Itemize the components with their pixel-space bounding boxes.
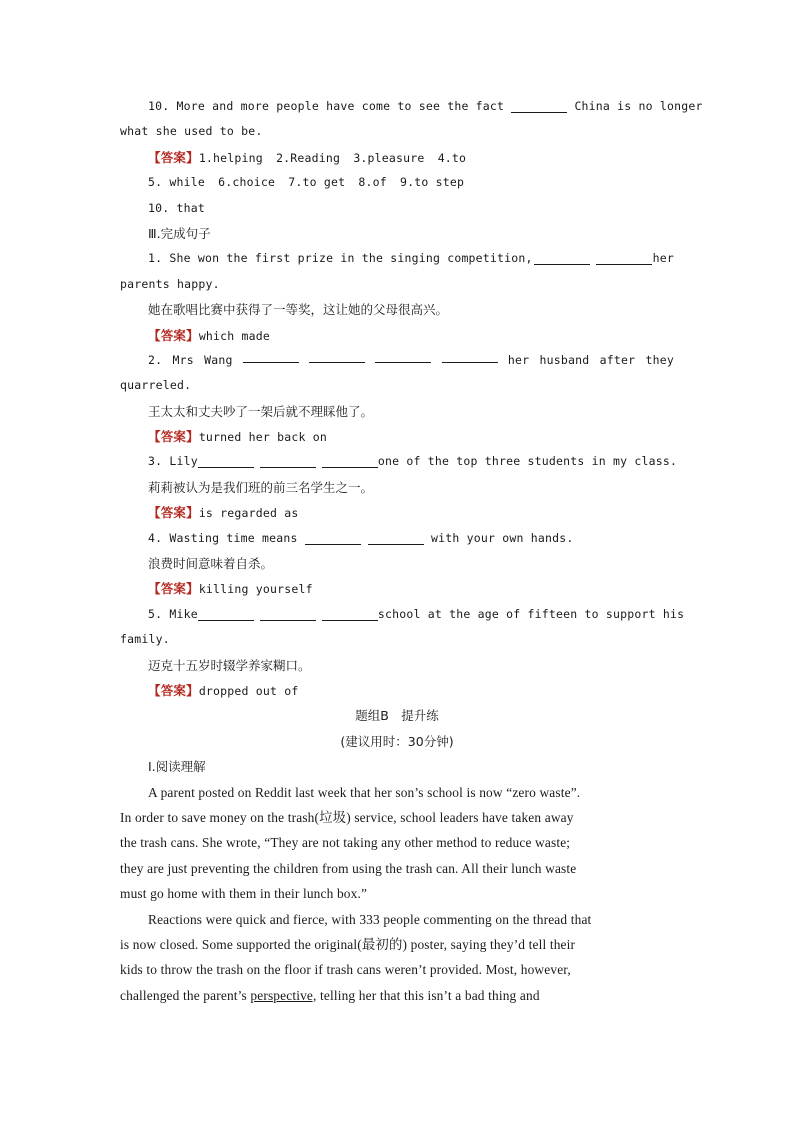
passage-text: challenged the parent’s xyxy=(120,987,247,1003)
answer-item: 6.choice xyxy=(218,175,276,190)
answer-blank xyxy=(305,530,361,545)
answer-row-3: 10. that xyxy=(148,200,205,215)
sentence-5-line-1 xyxy=(120,602,685,627)
answer-label: 【答案】 xyxy=(148,682,199,698)
group-b-subtitle: (建议用时：30分钟) xyxy=(340,733,454,749)
sentence-text: with your own hands. xyxy=(430,530,574,545)
answer-label: 【答案】 xyxy=(148,429,199,445)
blank-group xyxy=(198,449,378,474)
group-b-title: 题组B 提升练 xyxy=(355,708,439,724)
underlined-word: perspective, xyxy=(250,987,317,1003)
answer-blank xyxy=(198,453,254,468)
passage-text: telling her that this isn’t a bad thing and xyxy=(320,987,540,1003)
answer-blank xyxy=(322,606,378,621)
answer-text: killing yourself xyxy=(198,582,313,597)
passage-line: In order to save money on the trash(垃圾) service, school leaders have taken away xyxy=(120,809,574,825)
sentence-1-line-1 xyxy=(120,246,674,271)
document-page xyxy=(120,94,703,1008)
sentence-text: 1. She won the first prize in the singing competition, xyxy=(148,251,533,266)
sentence-text: 5. Mike xyxy=(148,606,198,621)
sentence-5-chinese: 迈克十五岁时辍学养家糊口。 xyxy=(148,657,311,673)
sentence-5-line-2: family. xyxy=(120,632,170,647)
sentence-1-answer xyxy=(120,323,674,348)
sentence-1-chinese: 她在歌唱比赛中获得了一等奖，这让她的父母很高兴。 xyxy=(148,302,449,318)
answer-blank xyxy=(596,250,652,265)
answer-item: 3.pleasure xyxy=(353,150,425,165)
blank-group xyxy=(198,602,378,627)
answer-item: 4.to xyxy=(437,150,467,165)
answer-text: dropped out of xyxy=(198,683,299,698)
answer-blank xyxy=(375,348,431,363)
blank-group xyxy=(534,246,652,271)
answer-item: 1.helping xyxy=(198,150,263,165)
sentence-text: one of the top three students in my class. xyxy=(377,454,678,469)
answer-label: 【答案】 xyxy=(148,327,199,343)
answer-blank xyxy=(511,98,567,113)
answer-row-2 xyxy=(120,170,674,195)
reading-title: Ⅰ.阅读理解 xyxy=(148,759,206,775)
sentence-text: school at the age of fifteen to support his xyxy=(377,606,685,621)
sentence-text: her xyxy=(652,251,674,266)
question-text: China is no longer xyxy=(574,99,703,113)
sentence-2-chinese: 王太太和丈夫吵了一架后就不理睬他了。 xyxy=(148,403,374,419)
answer-blank xyxy=(309,348,365,363)
answer-item: 8.of xyxy=(358,175,387,190)
sentence-3-answer xyxy=(120,500,674,525)
sentence-2-line-2: quarreled. xyxy=(120,378,192,393)
passage-line: they are just preventing the children from using the trash can. All their lunch waste xyxy=(120,860,577,876)
question-10-line-1 xyxy=(120,94,703,119)
sentence-2-answer xyxy=(120,424,674,449)
answer-label: 【答案】 xyxy=(148,581,199,597)
sentence-word: husband xyxy=(539,352,590,367)
passage-line: is now closed. Some supported the original(最初的) poster, saying they’d tell their xyxy=(120,936,576,952)
sentence-3-chinese: 莉莉被认为是我们班的前三名学生之一。 xyxy=(148,479,374,495)
answer-blank xyxy=(260,453,316,468)
passage-line: Reactions were quick and fierce, with 333 people commenting on the thread that xyxy=(148,911,592,927)
passage-line: kids to throw the trash on the floor if trash cans weren’t provided. Most, however, xyxy=(120,962,571,978)
passage-line xyxy=(120,983,674,1008)
answer-blank xyxy=(198,606,254,621)
sentence-2-line-1 xyxy=(120,348,674,373)
passage-line: the trash cans. She wrote, “They are not taking any other method to reduce waste; xyxy=(120,835,571,851)
sentence-text: 3. Lily xyxy=(148,454,198,469)
sentence-text: 4. Wasting time means xyxy=(148,530,298,545)
answer-row-1 xyxy=(120,145,674,170)
question-text: 10. More and more people have come to see the fact xyxy=(148,99,505,113)
answer-blank xyxy=(243,348,299,363)
sentence-word: Mrs xyxy=(172,352,194,367)
answer-blank xyxy=(322,453,378,468)
sentence-word: her xyxy=(507,352,530,367)
sentence-4-chinese: 浪费时间意味着自杀。 xyxy=(148,556,274,572)
answer-item: 7.to get xyxy=(288,175,346,190)
sentence-word: 2. xyxy=(148,352,163,367)
answer-blank xyxy=(368,530,424,545)
answer-text: turned her back on xyxy=(198,430,328,445)
sentence-3-line-1 xyxy=(120,449,678,474)
sentence-word: after xyxy=(599,352,636,367)
question-10-line-2: what she used to be. xyxy=(120,124,263,139)
sentence-4-answer xyxy=(120,576,674,601)
answer-label: 【答案】 xyxy=(148,505,199,521)
answer-item: 2.Reading xyxy=(276,150,341,165)
sentence-5-answer xyxy=(120,678,674,703)
sentence-1-line-2: parents happy. xyxy=(120,276,220,291)
answer-text: is regarded as xyxy=(198,506,299,521)
section-title: Ⅲ.完成句子 xyxy=(148,225,211,241)
passage-line: A parent posted on Reddit last week that her son’s school is now “zero waste”. xyxy=(148,784,581,800)
answer-label: 【答案】 xyxy=(148,149,199,165)
sentence-word: Wang xyxy=(204,352,233,367)
answer-blank xyxy=(442,348,498,363)
answer-item: 9.to step xyxy=(400,175,465,190)
answer-item: 5. while xyxy=(148,175,205,190)
sentence-4-line-1 xyxy=(120,526,674,551)
answer-blank xyxy=(534,250,590,265)
answer-text: which made xyxy=(198,328,271,343)
answer-blank xyxy=(260,606,316,621)
passage-line: must go home with them in their lunch box.” xyxy=(120,886,368,902)
sentence-word: they xyxy=(645,352,674,367)
